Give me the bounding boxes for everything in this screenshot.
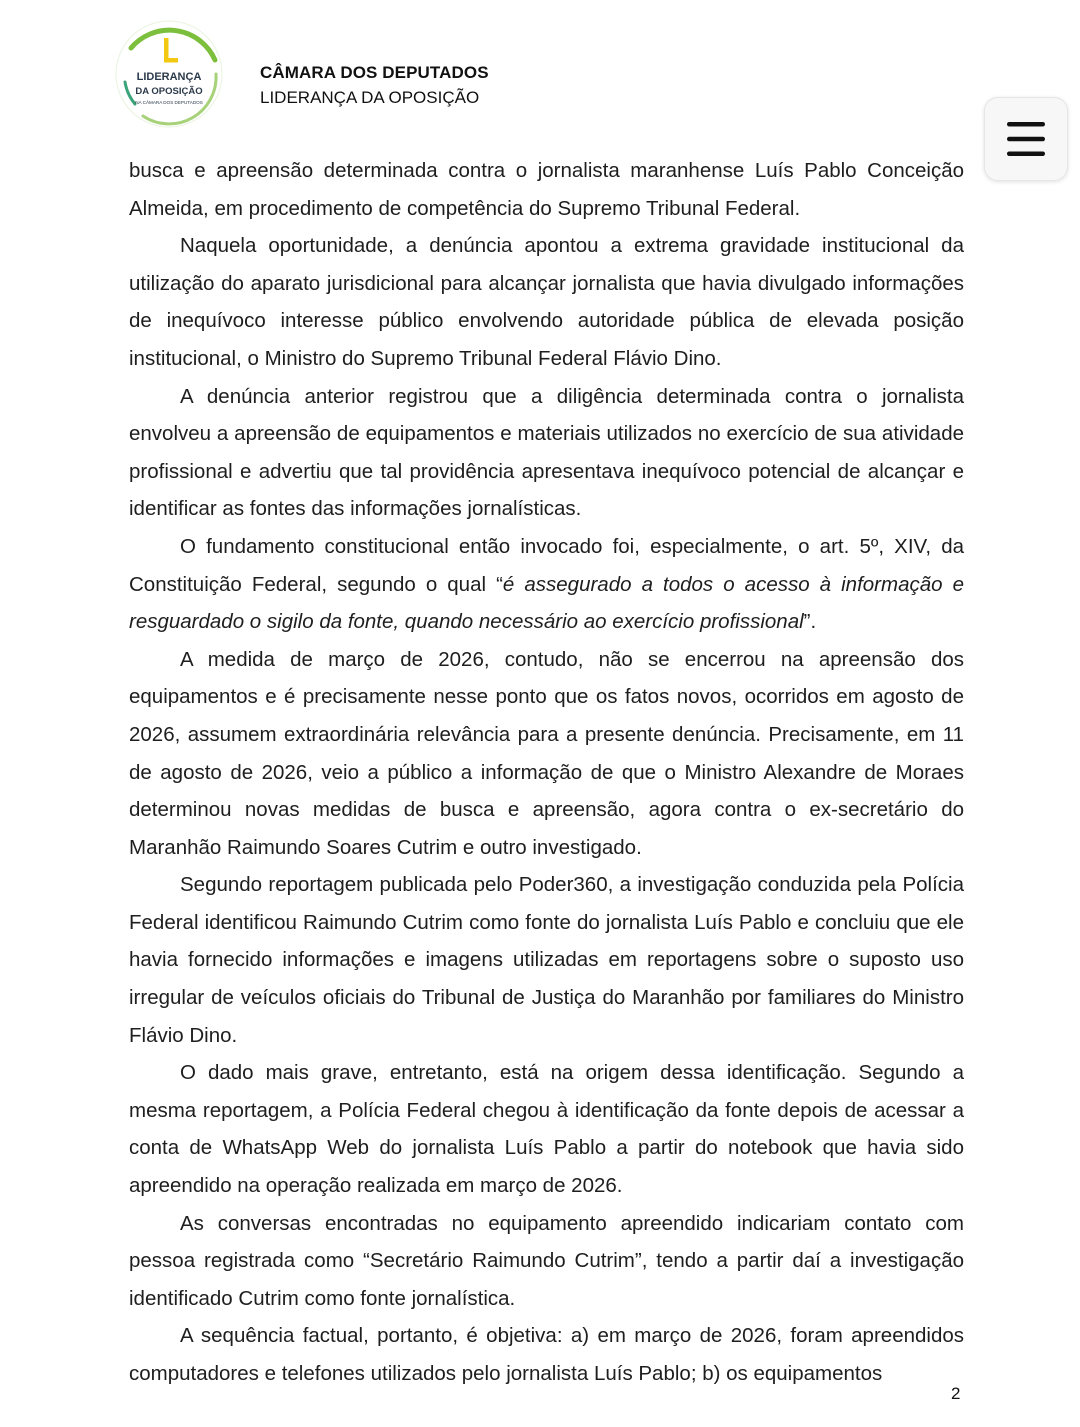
hamburger-menu-icon: [1006, 119, 1046, 159]
menu-button[interactable]: [984, 97, 1068, 181]
paragraph-3: A denúncia anterior registrou que a diligência determinada contra o jornalista envolveu a apreensão de equipamentos e materiais utilizados no exercício de sua atividade profissional e advertiu que tal providência apresentava inequívoco potencial de alcançar e identificar as fontes das informações jornalísticas.: [129, 384, 964, 521]
logo-text-line3: NA CÂMARA DOS DEPUTADOS: [135, 100, 203, 105]
paragraph-8: As conversas encontradas no equipamento apreendido indicariam contato com pessoa registrada como “Secretário Raimundo Cutrim”, tendo a partir daí a investigação identificado Cutrim como fonte jornalística.: [129, 1211, 964, 1310]
lideranca-oposicao-logo: [113, 18, 225, 130]
page-number: 2: [951, 1384, 961, 1403]
paragraph-4-intro: O fundamento constitucional então invocado foi, especialmente, o art. 5º, XIV, da Constituição Federal, segundo o qual “: [129, 534, 964, 596]
paragraph-4-end: ”.: [803, 610, 817, 634]
paragraph-7: O dado mais grave, entretanto, está na origem dessa identificação. Segundo a mesma reportagem, a Polícia Federal chegou à identificação da fonte depois de acessar a conta de WhatsApp Web do jornalista Luís Pablo a partir do notebook que havia sido apreendido na operação realizada em março de 2026.: [129, 1061, 964, 1198]
paragraph-6: Segundo reportagem publicada pelo Poder360, a investigação conduzida pela Polícia Federal identificou Raimundo Cutrim como fonte do jornalista Luís Pablo e concluiu que ele havia fornecido informações e imagens utilizadas em reportagens sobre o suposto uso irregular de veículos oficiais do Tribunal de Justiça do Maranhão por familiares do Ministro Flávio Dino.: [129, 873, 964, 1047]
document-body: [129, 152, 964, 1393]
header-subtitle: LIDERANÇA DA OPOSIÇÃO: [260, 88, 480, 107]
paragraph-9: A sequência factual, portanto, é objetiva: a) em março de 2026, foram apreendidos computadores e telefones utilizados pelo jornalista Luís Pablo; b) os equipamentos: [129, 1324, 964, 1385]
paragraph-4: [129, 528, 964, 641]
constitution-quote: é assegurado a todos o acesso à informação e resguardado o sigilo da fonte, quando necessário ao exercício profissional: [129, 572, 964, 634]
paragraph-1: busca e apreensão determinada contra o jornalista maranhense Luís Pablo Conceição Almeida, em procedimento de competência do Supremo Tribunal Federal.: [129, 159, 964, 220]
paragraph-2: Naquela oportunidade, a denúncia apontou a extrema gravidade institucional da utilização do aparato jurisdicional para alcançar jornalista que havia divulgado informações de inequívoco interesse público envolvendo autoridade pública de elevada posição institucional, o Ministro do Supremo Tribunal Federal Flávio Dino.: [129, 234, 964, 370]
logo-text-line2: DA OPOSIÇÃO: [135, 86, 203, 97]
header-title: CÂMARA DOS DEPUTADOS: [260, 63, 489, 82]
logo-text-line1: LIDERANÇA: [136, 71, 202, 83]
document-header: [260, 60, 489, 110]
paragraph-5: A medida de março de 2026, contudo, não se encerrou na apreensão dos equipamentos e é precisamente nesse ponto que os fatos novos, ocorridos em agosto de 2026, assumem extraordinária relevância para a presente denúncia. Precisamente, em 11 de agosto de 2026, veio a público a informação de que o Ministro Alexandre de Moraes determinou novas medidas de busca e apreensão, agora contra o ex-secretário do Maranhão Raimundo Soares Cutrim e outro investigado.: [129, 647, 964, 859]
